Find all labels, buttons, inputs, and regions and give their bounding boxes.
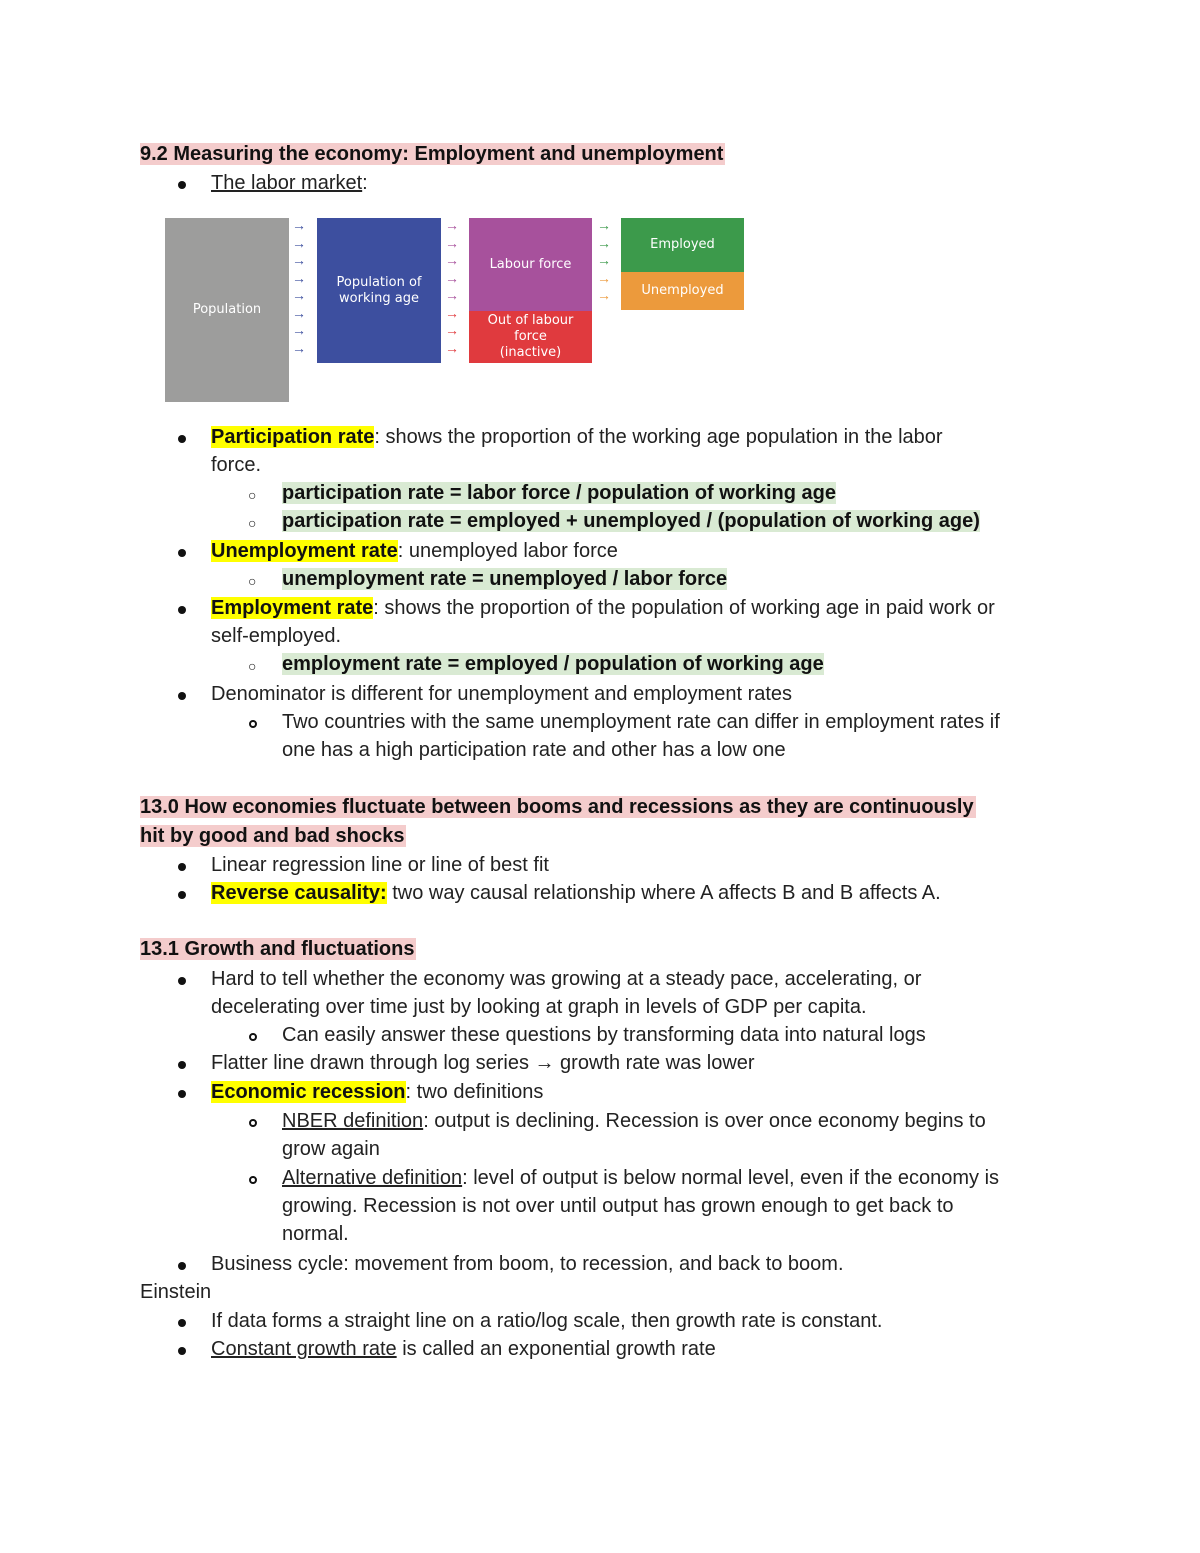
employment-item-cont: self-employed. <box>211 625 342 647</box>
recession-item: Economic recession: two definitions <box>211 1081 544 1103</box>
arrow-icon: → <box>292 234 306 251</box>
arrow-icon: → <box>292 287 306 303</box>
bullet <box>178 435 186 443</box>
unemployed-box: Unemployed <box>621 272 744 310</box>
arrow-icon: → <box>292 339 306 356</box>
arrow-icon: → <box>445 252 459 268</box>
bullet <box>178 1347 186 1355</box>
two-countries-item-cont: one has a high participation rate and other has a low one <box>282 739 786 761</box>
bullet <box>178 692 186 700</box>
arrow-icon: → <box>445 287 459 303</box>
sub-bullet: ○ <box>248 658 257 674</box>
labor-market-item: The labor market: <box>211 172 368 194</box>
arrow-icon: → <box>292 217 306 233</box>
constant-growth-item: Constant growth rate is called an exponential growth rate <box>211 1338 716 1360</box>
arrow-icon: → <box>445 322 459 338</box>
arrow-icon: → <box>445 217 459 233</box>
employment-item: Employment rate: shows the proportion of the population of working age in paid work or <box>211 597 995 619</box>
sub-bullet: ○ <box>248 487 257 503</box>
sub-bullet <box>249 1033 257 1041</box>
labour-force-box: Labour force <box>469 218 592 311</box>
denominator-item: Denominator is different for unemployment and employment rates <box>211 683 793 705</box>
straight-line-item: If data forms a straight line on a ratio/log scale, then growth rate is constant. <box>211 1310 883 1332</box>
bullet <box>178 1262 186 1270</box>
arrow-icon: → <box>445 269 459 286</box>
arrow-icon: → <box>445 234 459 251</box>
sub-bullet: ○ <box>248 573 257 589</box>
nber-item-cont: grow again <box>282 1138 380 1160</box>
arrow-icon: → <box>597 269 611 286</box>
alternative-item-cont: growing. Recession is not over until output has grown enough to get back to <box>282 1195 954 1217</box>
natural-logs-item: Can easily answer these questions by transforming data into natural logs <box>282 1024 926 1046</box>
working-age-box: Population of working age <box>317 218 441 363</box>
arrow-icon: → <box>597 252 611 268</box>
arrow-icon: → <box>445 304 459 321</box>
bullet <box>178 891 186 899</box>
arrow-icon: → <box>445 339 459 356</box>
sub-bullet: ○ <box>248 515 257 531</box>
reverse-causality-item: Reverse causality: two way causal relationship where A affects B and B affects A. <box>211 882 941 904</box>
bullet <box>178 1090 186 1098</box>
einstein-label: Einstein <box>140 1281 212 1303</box>
arrow-icon: → <box>292 304 306 321</box>
bullet <box>178 863 186 871</box>
arrows-2 <box>445 217 459 357</box>
arrows-1 <box>292 217 306 357</box>
arrow-icon: → <box>292 322 306 338</box>
unemployment-item: Unemployment rate: unemployed labor force <box>211 540 618 562</box>
labor-market-diagram <box>165 215 750 405</box>
participation-formula-1: participation rate = labor force / population of working age <box>282 482 836 504</box>
section-heading-9-2: 9.2 Measuring the economy: Employment and unemployment <box>140 143 724 165</box>
business-cycle-item: Business cycle: movement from boom, to recession, and back to boom. <box>211 1253 844 1275</box>
sub-bullet <box>249 720 257 728</box>
section-heading-13-0-cont: hit by good and bad shocks <box>140 825 405 847</box>
participation-item-cont: force. <box>211 454 262 476</box>
arrows-3 <box>597 217 611 305</box>
bullet <box>178 549 186 557</box>
section-heading-13-1: 13.1 Growth and fluctuations <box>140 938 415 960</box>
nber-item: NBER definition: output is declining. Recession is over once economy begins to <box>282 1110 986 1132</box>
bullet <box>178 1319 186 1327</box>
arrow-icon: → <box>597 287 611 303</box>
employed-box: Employed <box>621 218 744 272</box>
bullet <box>178 606 186 614</box>
arrow-icon: → <box>292 269 306 286</box>
participation-formula-2: participation rate = employed + unemployed / (population of working age) <box>282 510 980 532</box>
bullet <box>178 977 186 985</box>
section-heading-13-0: 13.0 How economies fluctuate between booms and recessions as they are continuously <box>140 796 974 818</box>
sub-bullet <box>249 1119 257 1127</box>
employment-formula: employment rate = employed / population of working age <box>282 653 824 675</box>
alternative-item: Alternative definition: level of output is below normal level, even if the economy is <box>282 1167 1000 1189</box>
flatter-line-item: Flatter line drawn through log series → growth rate was lower <box>211 1052 755 1074</box>
sub-bullet <box>249 1176 257 1184</box>
arrow-icon: → <box>597 217 611 233</box>
unemployment-formula: unemployment rate = unemployed / labor force <box>282 568 728 590</box>
arrow-icon: → <box>292 252 306 268</box>
bullet <box>178 1061 186 1069</box>
out-of-labour-box: Out of labour force (inactive) <box>469 311 592 363</box>
hard-to-tell-item: Hard to tell whether the economy was growing at a steady pace, accelerating, or <box>211 968 922 990</box>
participation-item: Participation rate: shows the proportion of the working age population in the labor <box>211 426 943 448</box>
two-countries-item: Two countries with the same unemployment rate can differ in employment rates if <box>282 711 1000 733</box>
population-box: Population <box>165 218 289 402</box>
arrow-icon: → <box>597 234 611 251</box>
hard-to-tell-item-cont: decelerating over time just by looking at graph in levels of GDP per capita. <box>211 996 867 1018</box>
linear-item: Linear regression line or line of best fit <box>211 854 549 876</box>
alternative-item-cont-2: normal. <box>282 1223 349 1245</box>
bullet <box>178 181 186 189</box>
